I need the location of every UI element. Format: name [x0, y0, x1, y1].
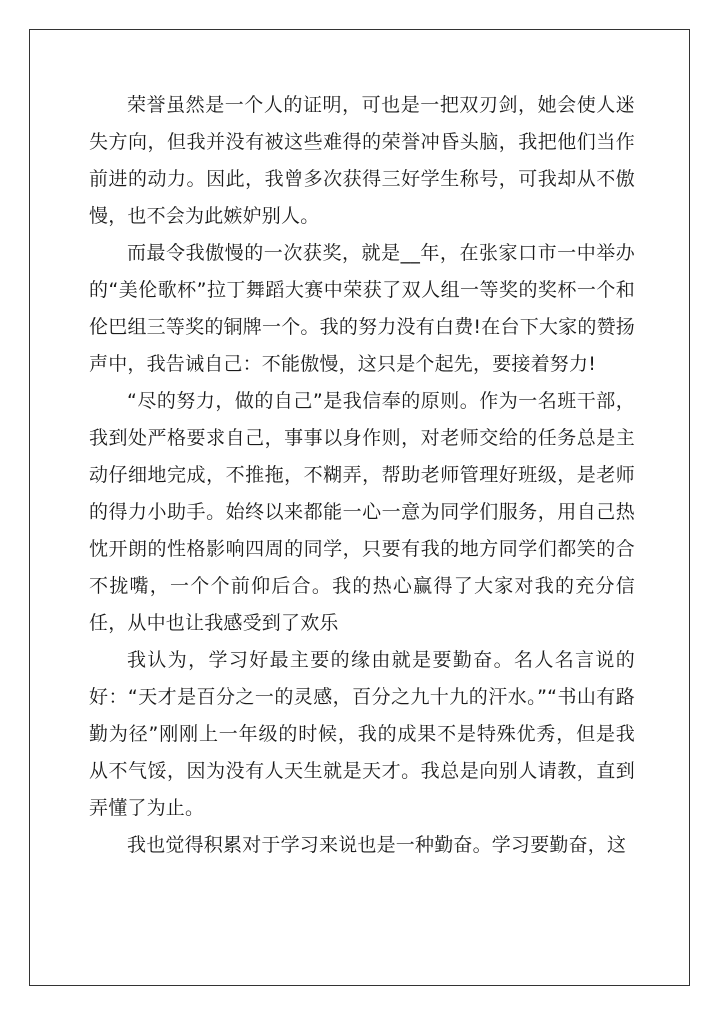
paragraph-honor: 荣誉虽然是一个人的证明，可也是一把双刃剑，她会使人迷失方向，但我并没有被这些难得的荣誉冲昏头脑，我把他们当作前进的动力。因此，我曾多次获得三好学生称号，可我却从不傲慢，也不会为此嫉妒别人。 — [89, 94, 635, 227]
paragraph-principle: “尽的努力，做的自己”是我信奉的原则。作为一名班干部，我到处严格要求自己，事事以身作则，对老师交给的任务总是主动仔细地完成，不推拖，不糊弄，帮助老师管理好班级，是老师的得力小助手。始终以来都能一心一意为同学们服务，用自己热忱开朗的性格影响四周的同学，只要有我的地方同学们都笑的合不拢嘴，一个个前仰后合。我的热心赢得了大家对我的充分信任，从中也让我感受到了欢乐 — [89, 390, 635, 634]
paragraph-accumulation: 我也觉得积累对于学习来说也是一种勤奋。学习要勤奋，这 — [127, 834, 627, 856]
paragraph-diligence: 我认为，学习好最主要的缘由就是要勤奋。名人名言说的好：“天才是百分之一的灵感，百分之九十九的汗水。”“书山有路勤为径”刚刚上一年级的时候，我的成果不是特殊优秀，但是我从不气馁，因为没有人天生就是天才。我总是向别人请教，直到弄懂了为止。 — [89, 649, 635, 819]
document-body — [89, 87, 635, 864]
paragraph-award: 而最令我傲慢的一次获奖，就是__年，在张家口市一中举办的“美伦歌杯”拉丁舞蹈大赛中荣获了双人组一等奖的奖杯一个和伦巴组三等奖的铜牌一个。我的努力没有白费!在台下大家的赞扬声中，我告诫自己：不能傲慢，这只是个起先，要接着努力! — [89, 242, 635, 375]
